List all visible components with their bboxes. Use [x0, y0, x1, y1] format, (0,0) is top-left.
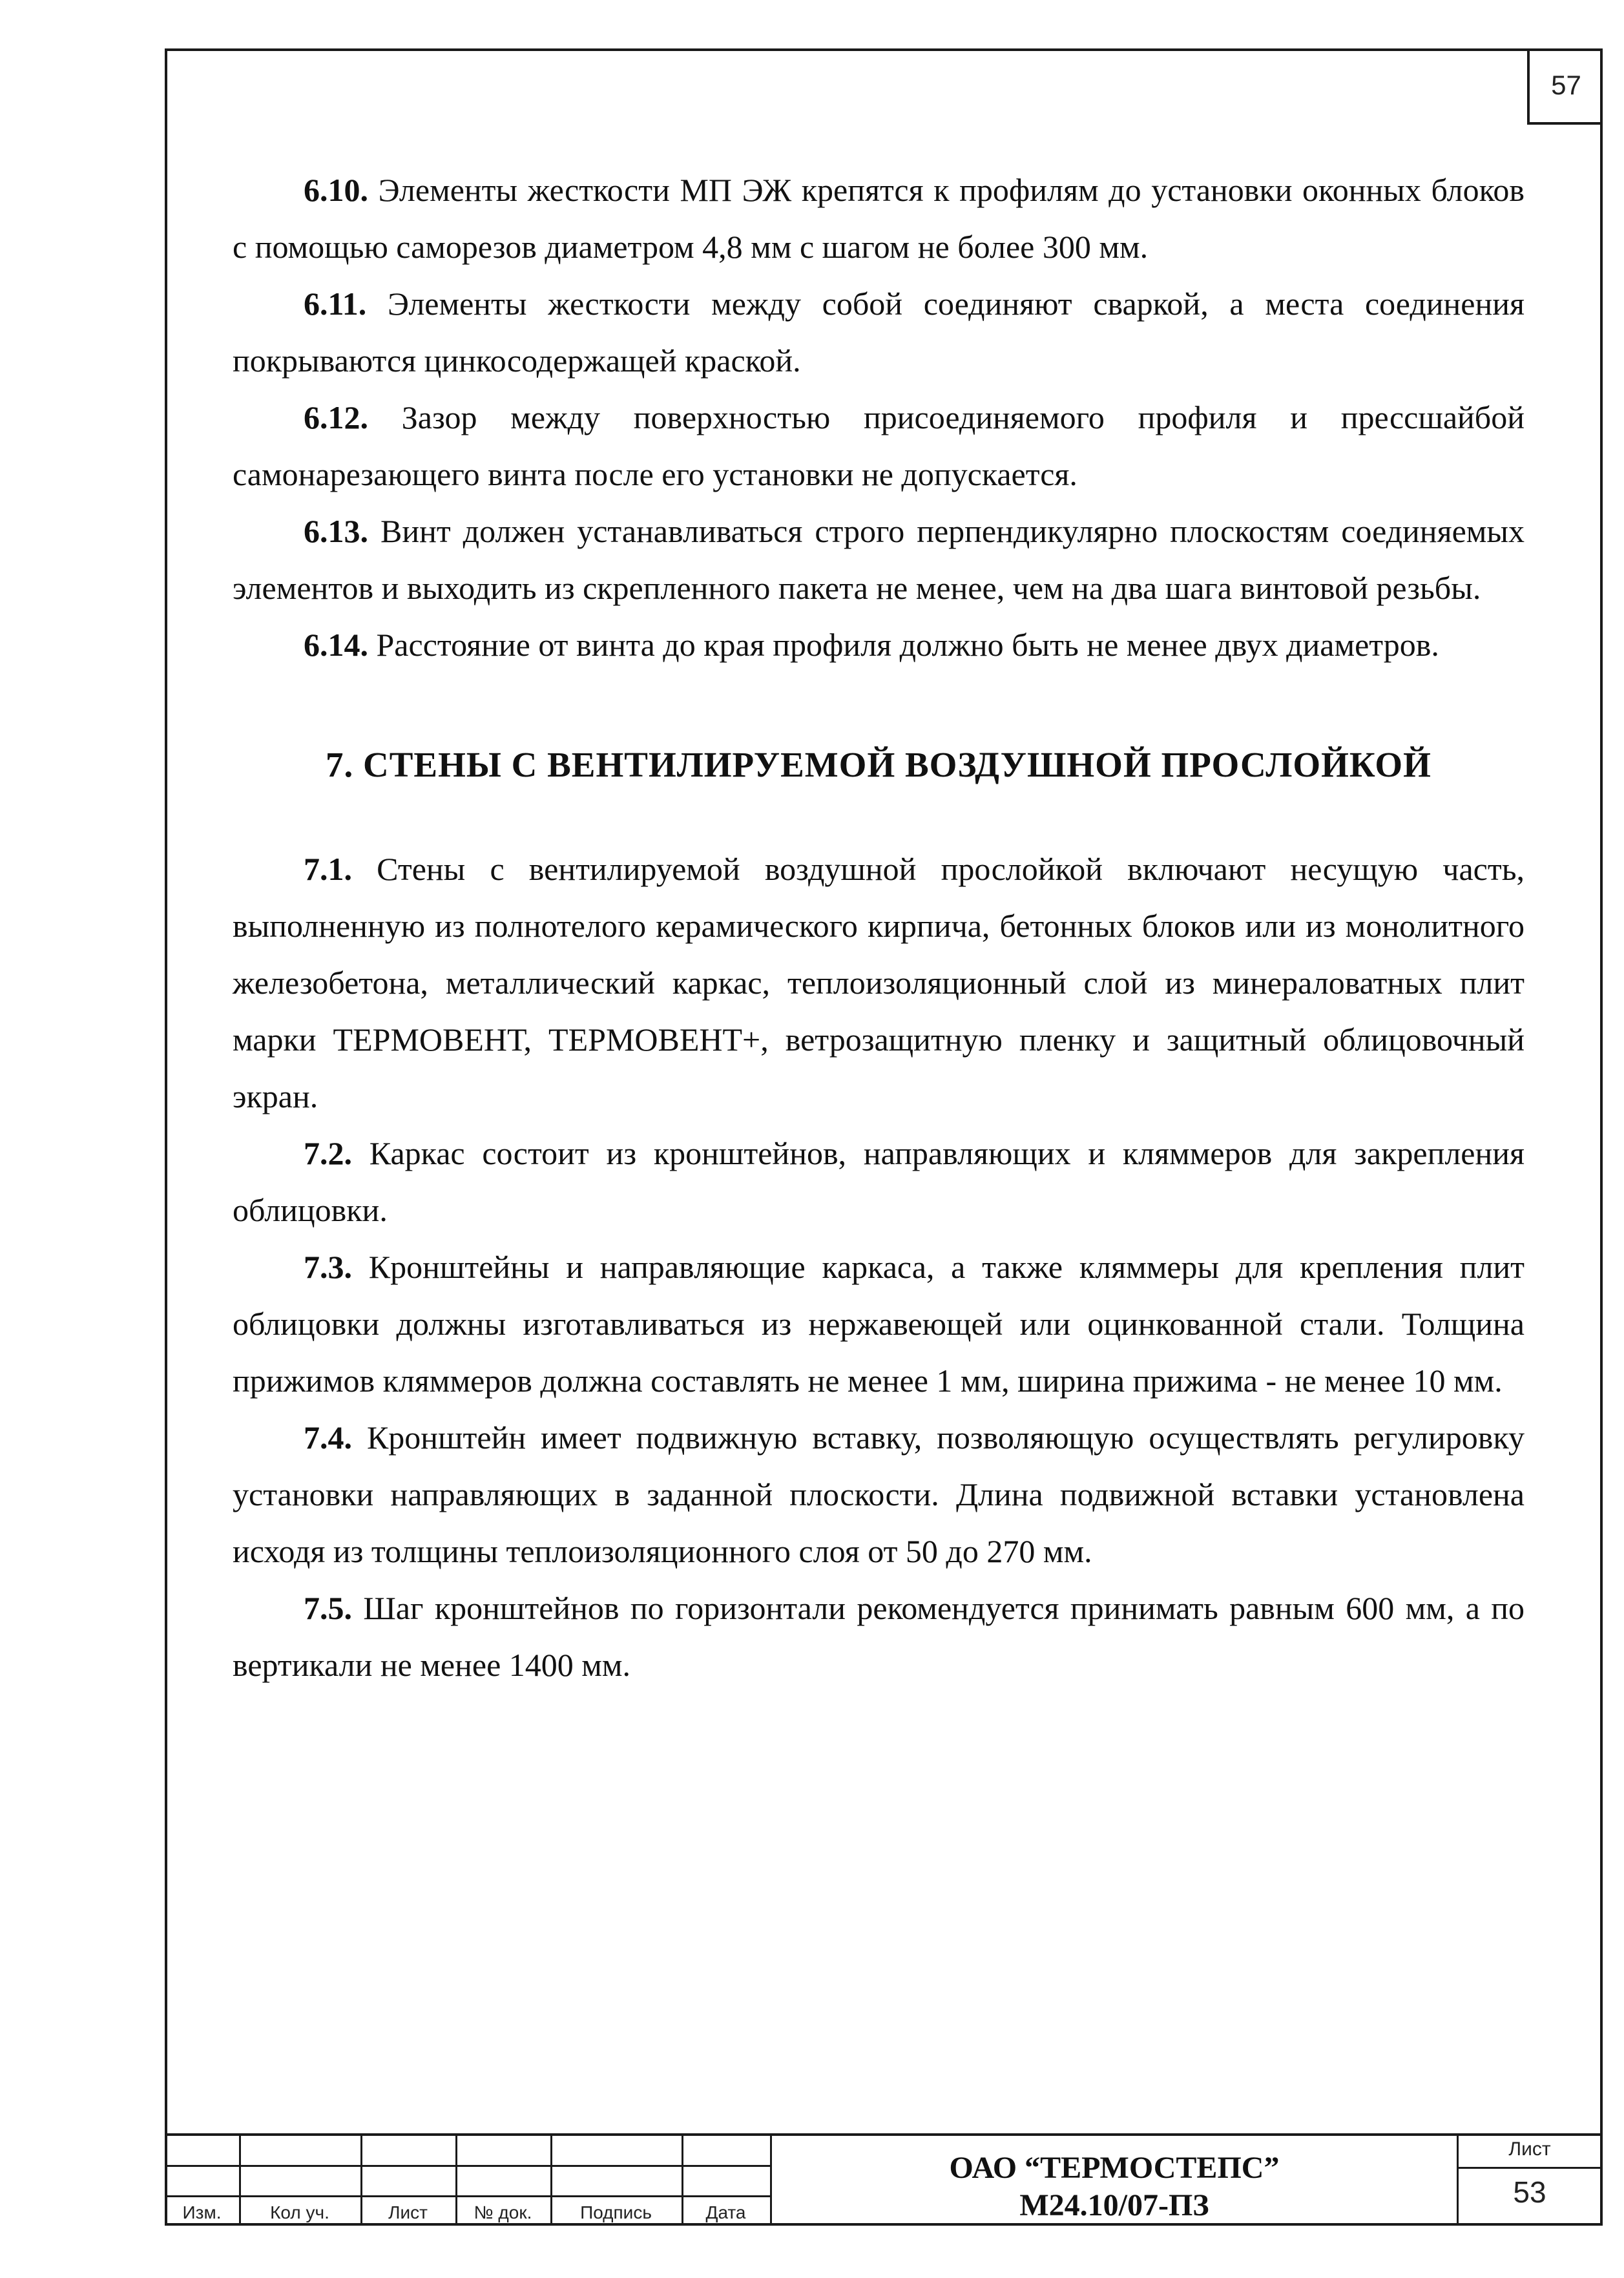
paragraph-number: 7.1. [304, 851, 352, 887]
section-heading: 7. СТЕНЫ С ВЕНТИЛИРУЕМОЙ ВОЗДУШНОЙ ПРОСЛОЙКОЙ [326, 745, 1431, 784]
paragraph-number: 7.2. [304, 1135, 352, 1171]
sheet-label: Лист [1508, 2138, 1551, 2160]
sheet-number: 53 [1513, 2175, 1546, 2209]
paragraph-text: Каркас состоит из кронштейнов, направляющих и кляммеров для закрепления облицовки. [233, 1135, 1525, 1228]
page-tab-number: 57 [1527, 48, 1603, 125]
paragraph-text: Кронштейн имеет подвижную вставку, позволяющую осуществлять регулировку установки направляющих в заданной плоскости. Длина подвижной вставки установлена исходя из толщины теплоизоляционного слоя от 50 до 270 мм. [233, 1419, 1525, 1569]
paragraph-number: 7.4. [304, 1419, 352, 1456]
document-code: М24.10/07-ПЗ [1019, 2188, 1209, 2222]
paragraph-7-1 [233, 841, 1525, 1125]
paragraph-7-4 [233, 1409, 1525, 1580]
title-block [165, 2133, 1603, 2226]
stamp-center [772, 2136, 1457, 2226]
paragraph-text: Стены с вентилируемой воздушной прослойкой включают несущую часть, выполненную из полнотелого керамического кирпича, бетонных блоков или из монолитного железобетона, металлический каркас, теплоизоляционный слой из минераловатных плит марки ТЕРМОВЕНТ, ТЕРМОВЕНТ+, ветрозащитную пленку и защитный облицовочный экран. [233, 851, 1525, 1114]
paragraph-number: 7.3. [304, 1249, 352, 1285]
col-ndok-label: № док. [474, 2202, 532, 2222]
col-list-label: Лист [388, 2202, 428, 2222]
paragraph-7-2 [233, 1125, 1525, 1238]
col-podpis-label: Подпись [580, 2202, 652, 2222]
paragraph-6-14 [233, 616, 1525, 673]
paragraph-7-5 [233, 1580, 1525, 1693]
paragraph-number: 6.11. [304, 286, 367, 322]
col-izm-label: Изм. [182, 2202, 222, 2222]
organization-name: ОАО “ТЕРМОСТЕПС” [949, 2151, 1280, 2185]
paragraph-number: 6.12. [304, 399, 368, 435]
paragraph-6-10 [233, 162, 1525, 275]
paragraph-number: 7.5. [304, 1590, 352, 1626]
paragraph-text: Зазор между поверхностью присоединяемого профиля и прессшайбой самонарезающего винта после его установки не допускается. [233, 399, 1525, 492]
paragraph-6-12 [233, 389, 1525, 503]
paragraph-6-11 [233, 275, 1525, 389]
paragraph-text: Элементы жесткости между собой соединяют сваркой, а места соединения покрываются цинкосодержащей краской. [233, 286, 1525, 379]
col-kol-label: Кол уч. [270, 2202, 329, 2222]
paragraph-text: Шаг кронштейнов по горизонтали рекомендуется принимать равным 600 мм, а по вертикали не менее 1400 мм. [233, 1590, 1525, 1683]
paragraph-number: 6.13. [304, 513, 368, 549]
paragraph-text: Кронштейны и направляющие каркаса, а также кляммеры для крепления плит облицовки должны изготавливаться из нержавеющей или оцинкованной стали. Толщина прижимов кляммеров должна составлять не менее 1 мм, ширина прижима - не менее 10 мм. [233, 1249, 1525, 1399]
col-data-label: Дата [705, 2202, 746, 2222]
paragraph-6-13 [233, 503, 1525, 616]
paragraph-number: 6.10. [304, 172, 368, 208]
paragraph-text: Элементы жесткости МП ЭЖ крепятся к профилям до установки оконных блоков с помощью саморезов диаметром 4,8 мм с шагом не более 300 мм. [233, 172, 1525, 265]
paragraph-text: Расстояние от винта до края профиля должно быть не менее двух диаметров. [368, 627, 1439, 663]
document-body [233, 162, 1525, 1693]
paragraph-text: Винт должен устанавливаться строго перпендикулярно плоскостям соединяемых элементов и выходить из скрепленного пакета не менее, чем на два шага винтовой резьбы. [233, 513, 1525, 606]
paragraph-7-3 [233, 1238, 1525, 1409]
paragraph-number: 6.14. [304, 627, 368, 663]
